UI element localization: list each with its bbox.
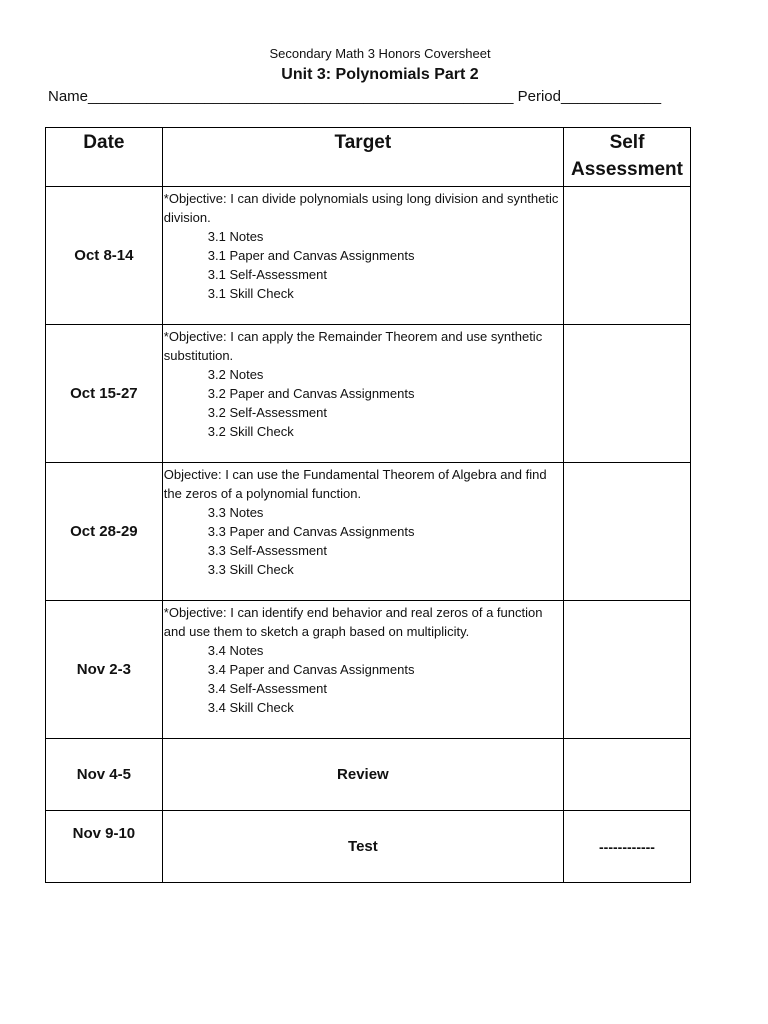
list-item: 3.1 Self-Assessment	[207, 267, 327, 282]
row-date: Oct 8-14	[46, 187, 163, 325]
self-assessment-cell[interactable]	[563, 739, 690, 811]
list-item: 3.1 Notes	[207, 229, 264, 244]
row-target	[162, 187, 563, 325]
table-row	[46, 187, 691, 325]
row-date: Nov 2-3	[46, 601, 163, 739]
list-item: 3.1 Paper and Canvas Assignments	[207, 248, 415, 263]
self-assessment-cell: ------------	[563, 811, 690, 883]
row-date: Nov 9-10	[46, 811, 163, 883]
list-item: 3.3 Notes	[207, 505, 264, 520]
header-self-assessment: Self Assessment	[563, 128, 690, 187]
list-item: 3.3 Self-Assessment	[207, 543, 327, 558]
self-assessment-cell[interactable]	[563, 325, 690, 463]
list-item: 3.4 Notes	[207, 643, 264, 658]
table-row	[46, 601, 691, 739]
table-row	[46, 325, 691, 463]
table-row	[46, 463, 691, 601]
table-row	[46, 811, 691, 883]
row-date: Nov 4-5	[46, 739, 163, 811]
row-target: Test	[162, 811, 563, 883]
objective-text: *Objective: I can apply the Remainder Theorem and use synthetic substitution.	[163, 329, 543, 363]
list-item: 3.4 Skill Check	[207, 700, 294, 715]
row-target	[162, 463, 563, 601]
self-assessment-cell[interactable]	[563, 601, 690, 739]
row-date: Oct 15-27	[46, 325, 163, 463]
row-target: Review	[162, 739, 563, 811]
schedule-table	[45, 127, 691, 883]
objective-text: *Objective: I can divide polynomials using long division and synthetic division.	[163, 191, 559, 225]
document-subtitle: Secondary Math 3 Honors Coversheet	[269, 46, 491, 61]
list-item: 3.2 Notes	[207, 367, 264, 382]
row-target	[162, 601, 563, 739]
list-item: 3.4 Paper and Canvas Assignments	[207, 662, 415, 677]
table-row	[46, 739, 691, 811]
list-item: 3.4 Self-Assessment	[207, 681, 327, 696]
list-item: 3.3 Skill Check	[207, 562, 294, 577]
list-item: 3.2 Self-Assessment	[207, 405, 327, 420]
self-assessment-cell[interactable]	[563, 187, 690, 325]
row-date: Oct 28-29	[46, 463, 163, 601]
objective-text: *Objective: I can identify end behavior and real zeros of a function and use them to sketch a graph based on multiplicity.	[163, 605, 543, 639]
header-date: Date	[46, 128, 163, 187]
name-period-line: Name___________________________________________________ Period____________	[48, 88, 662, 105]
list-item: 3.3 Paper and Canvas Assignments	[207, 524, 415, 539]
document-title: Unit 3: Polynomials Part 2	[281, 66, 479, 83]
self-assessment-cell[interactable]	[563, 463, 690, 601]
list-item: 3.1 Skill Check	[207, 286, 294, 301]
table-header-row	[46, 128, 691, 187]
objective-text: Objective: I can use the Fundamental Theorem of Algebra and find the zeros of a polynomial function.	[163, 467, 547, 501]
header-target: Target	[162, 128, 563, 187]
row-target	[162, 325, 563, 463]
list-item: 3.2 Skill Check	[207, 424, 294, 439]
list-item: 3.2 Paper and Canvas Assignments	[207, 386, 415, 401]
